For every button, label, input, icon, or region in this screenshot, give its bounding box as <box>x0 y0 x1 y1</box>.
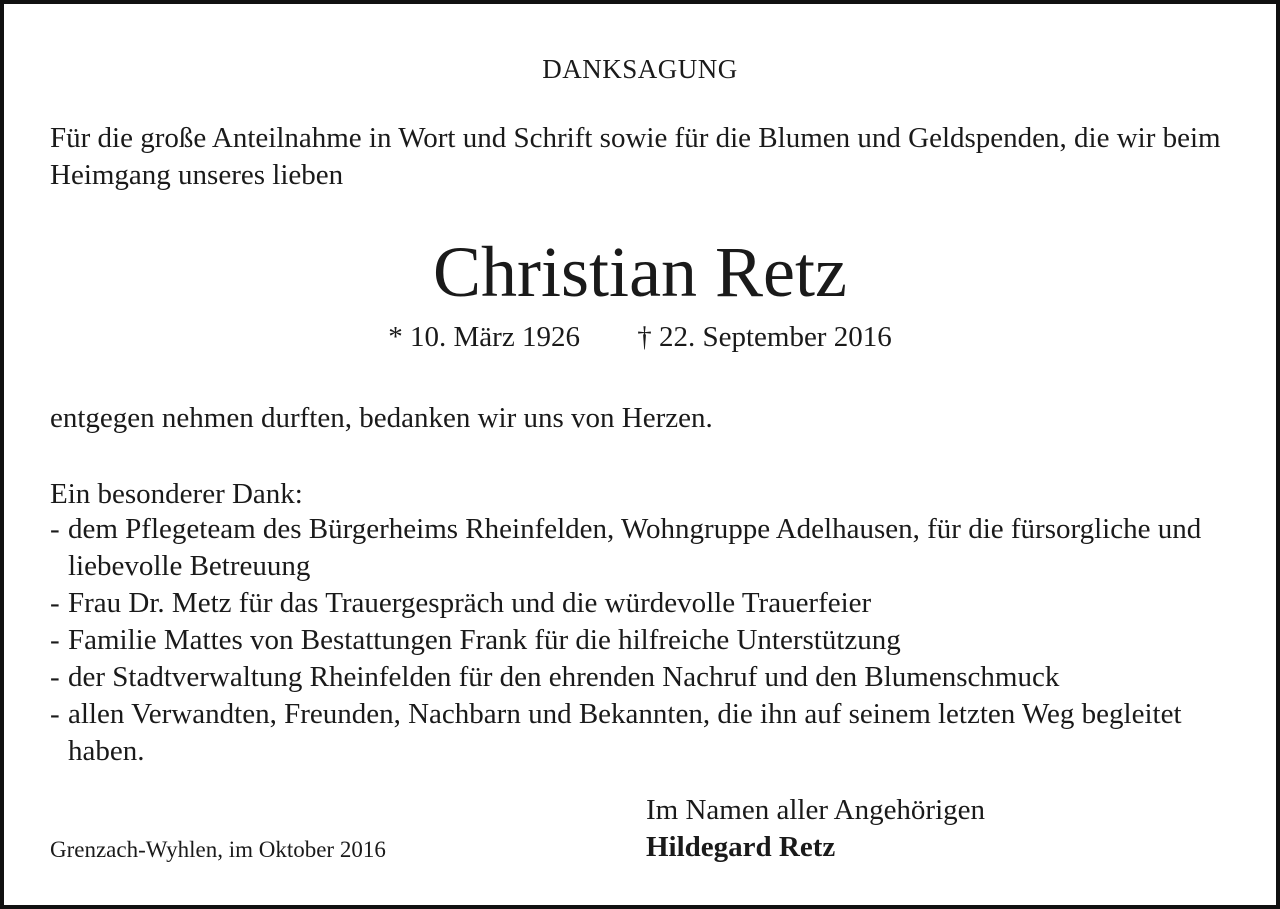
thanks-item: - Familie Mattes von Bestattungen Frank für die hilfreiche Unterstützung <box>50 624 901 656</box>
birth-date: * 10. März 1926 <box>388 321 580 353</box>
thanks-item: - dem Pflegeteam des Bürgerheims Rheinfelden, Wohngruppe Adelhausen, für die fürsorgliche und liebevolle Betreuung <box>50 513 1202 582</box>
signoff-block <box>646 792 985 866</box>
notice-heading: DANKSAGUNG <box>542 54 738 84</box>
signoff-line: Im Namen aller Angehörigen <box>646 794 986 826</box>
thanks-item: - allen Verwandten, Freunden, Nachbarn und Bekannten, die ihn auf seinem letzten Weg begleitet haben. <box>50 698 1182 767</box>
life-dates <box>4 318 1276 356</box>
thanks-statement: entgegen nehmen durften, bedanken wir uns von Herzen. <box>50 402 713 434</box>
thanks-item: - der Stadtverwaltung Rheinfelden für den ehrenden Nachruf und den Blumenschmuck <box>50 661 1060 693</box>
special-thanks-title: Ein besonderer Dank: <box>50 478 303 510</box>
intro-text: Für die große Anteilnahme in Wort und Schrift sowie für die Blumen und Geldspenden, die wir beim Heimgang unseres lieben <box>50 122 1221 191</box>
thanks-item: - Frau Dr. Metz für das Trauergespräch und die würdevolle Trauerfeier <box>50 587 872 619</box>
death-date: † 22. September 2016 <box>637 321 892 353</box>
deceased-name: Christian Retz <box>433 232 847 312</box>
special-thanks-list <box>50 511 1250 770</box>
place-and-date: Grenzach-Wyhlen, im Oktober 2016 <box>50 837 386 862</box>
signer-name: Hildegard Retz <box>646 831 836 863</box>
